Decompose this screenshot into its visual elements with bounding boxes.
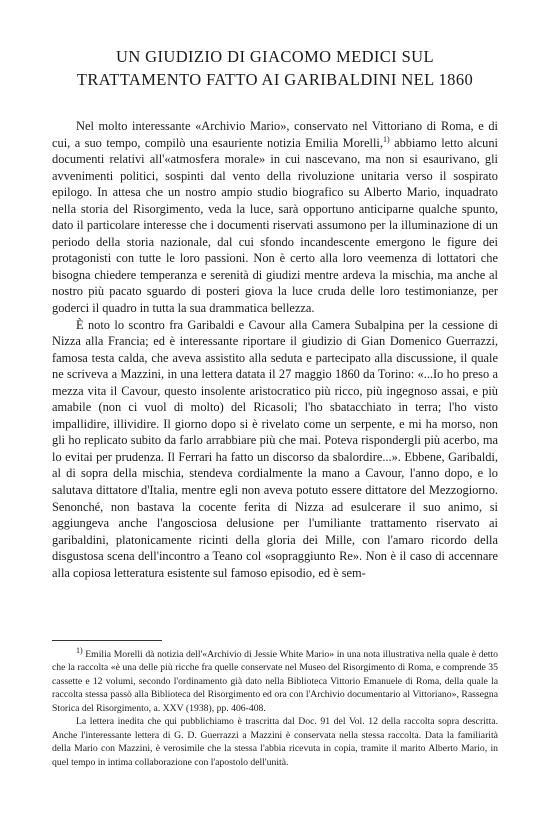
paragraph-1-part-a: Nel molto interessante «Archivio Mario», conservato nel Vittoriano di Roma, e di cui, a suo tempo, compilò una esauriente notizia Emilia Morelli, [52, 119, 498, 150]
article-body [52, 118, 498, 581]
paragraph-1 [52, 118, 498, 317]
footnote-divider [52, 640, 162, 641]
article-title [30, 45, 520, 91]
footnote-ref-1: 1) [382, 134, 390, 144]
paragraph-1-part-b: abbiamo letto alcuni documenti relativi all'«atmosfera morale» in cui nascevano, ma non si esaurivano, gli avvenimenti politici, sospinti dal vento della rivoluzione unitaria verso il sospirato epilogo. In attesa che un nostro ampio studio biografico su Alberto Mario, inquadrato nella storia del Risorgimento, veda la luce, sarà opportuno anticiparne qualche spunto, dato il particolare interesse che i documenti riservati assumono per la illuminazione di un periodo della storia nazionale, dal cui sfondo incandescente emergono le figure dei protagonisti con tutte le loro passioni. Non è certo alla loro veemenza di lottatori che bisogna chiedere temperanza e serenità di giudizi mentre ardeva la mischia, ma anche al nostro più pacato sguardo di posteri giova la luce cruda delle loro testimonianze, per goderci il quadro in tutta la sua drammatica bellezza. [52, 135, 498, 316]
title-line-1: UN GIUDIZIO DI GIACOMO MEDICI SUL [116, 47, 434, 66]
footnote-1-text: Emilia Morelli dà notizia dell'«Archivio di Jessie White Mario» in una nota illustrativa nella quale è detto che la raccolta «è una delle più ricche fra quelle conservate nel Museo del Risorgimento di Roma, e comprende 35 cassette e 12 volumi, secondo l'ordinamento già dato nella Biblioteca Vittorio Emanuele di Roma, della quale la raccolta stessa passò alla Biblioteca del Risorgimento ed ora con l'Archivio documentario al Vittoriano», Rassegna Storica del Risorgimento, a. XXV (1938), pp. 406-408. [52, 649, 498, 714]
footnotes [52, 645, 498, 769]
title-line-2: TRATTAMENTO FATTO AI GARIBALDINI NEL 1860 [76, 70, 474, 89]
paragraph-2: È noto lo scontro fra Garibaldi e Cavour alla Camera Subalpina per la cessione di Nizza alla Francia; ed è interessante riportare il giudizio di Gian Domenico Guerrazzi, famosa testa calda, che aveva assistito alla seduta e partecipato alla discussione, il quale ne scriveva a Mazzini, in una lettera datata il 27 maggio 1860 da Torino: «...Io ho preso a mezza vita il Cavour, questo insolente aristocratico più ricco, più ingegnoso assai, e più amabile (non ci vuol di molto) del Ricasoli; l'ho sbatacchiato in terra; l'ho visto impallidire, illividire. Il giorno dopo si è rivelato come un serpente, e mi ha morso, non gli ho replicato subito da farlo arrabbiare più che mai. Poteva rispondergli più acerbo, ma lo evitai per prudenza. Il Ferrari ha fatto un discorso da sbalordire...». Ebbene, Garibaldi, al di sopra della mischia, stendeva cordialmente la mano a Cavour, l'anno dopo, e lo salutava dittatore d'Italia, mentre egli non aveva potuto essere dittatore del Mezzogiorno. Senonché, non bastava la cocente ferita di Nizza ad esulcerare il suo animo, si aggiungeva anche l'angosciosa delusione per l'umiliante trattamento riservato ai garibaldini, platonicamente ricinti della gloria dei Mille, con l'amaro ricordo della disgustosa scena dell'incontro a Teano col «sopraggiunto Re». Non è il caso di accennare alla copiosa letteratura esistente sul famoso episodio, ed è sem- [52, 317, 498, 580]
footnote-1-number: 1) [76, 645, 83, 655]
footnote-1 [52, 645, 498, 715]
footnote-2: La lettera inedita che qui pubblichiamo è trascritta dal Doc. 91 del Vol. 12 della raccolta sopra descritta. Anche l'interessante lettera di G. D. Guerrazzi a Mazzini è conservata nella stessa raccolta. Data la familiarità della Mario con Mazzini, è verosimile che la stessa l'abbia ricevuta in copia, tramite il marito Alberto Mario, in quel tempo in intima collaborazione con l'apostolo dell'unità. [52, 716, 498, 768]
